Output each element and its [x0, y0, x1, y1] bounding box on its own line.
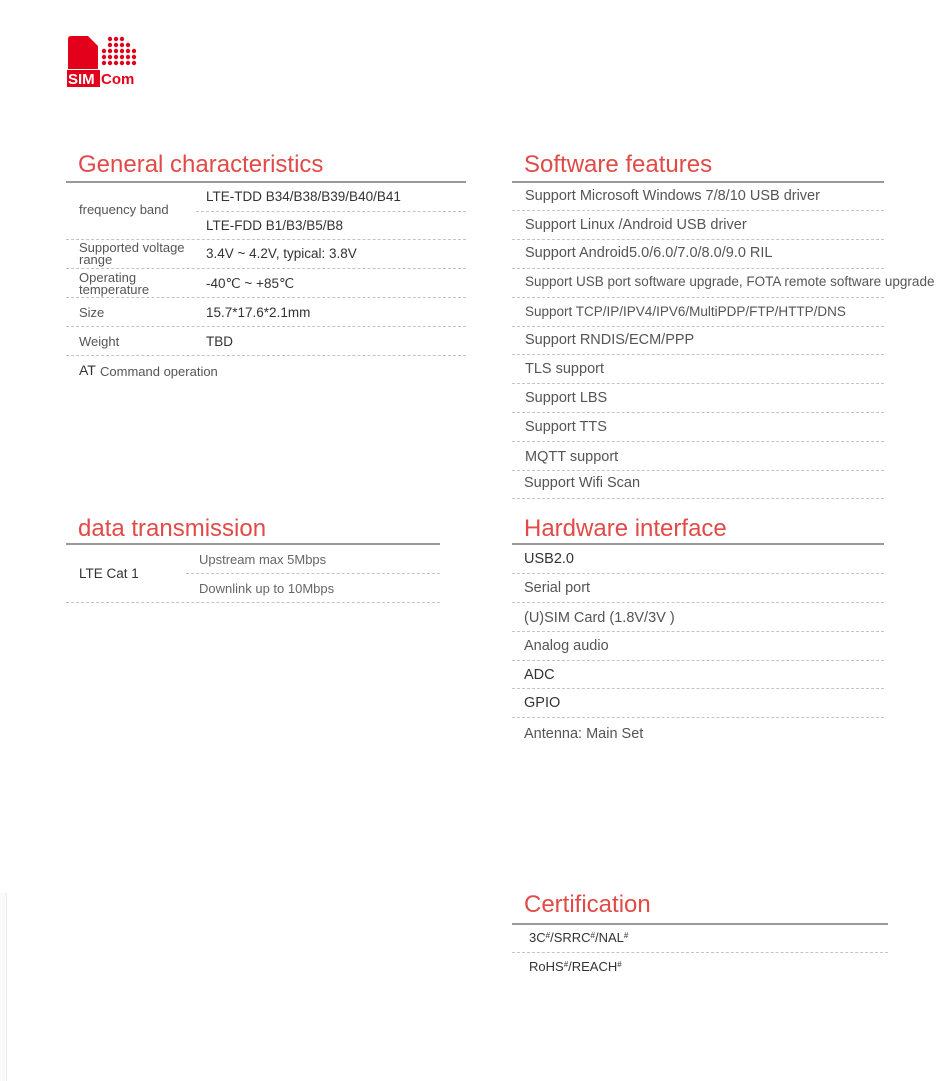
cert-srrc: /SRRC — [550, 930, 591, 945]
data-transmission-rule — [66, 543, 440, 545]
software-title: Software features — [524, 151, 713, 178]
lte-category: LTE Cat 1 — [79, 566, 139, 581]
software-item: Support Microsoft Windows 7/8/10 USB driver — [525, 188, 820, 204]
cert-mark: # — [623, 931, 629, 940]
divider — [512, 498, 884, 499]
divider — [66, 297, 466, 298]
divider — [66, 602, 440, 603]
divider — [66, 326, 466, 327]
voltage-value: 3.4V ~ 4.2V, typical: 3.8V — [206, 246, 357, 261]
software-item: Support LBS — [525, 390, 608, 406]
divider — [512, 326, 884, 327]
divider — [196, 211, 466, 212]
software-item: Support USB port software upgrade, FOTA remote software upgrade — [525, 274, 935, 289]
software-item: Support TCP/IP/IPV4/IPV6/MultiPDP/FTP/HTTP/DNS — [525, 304, 846, 319]
cert-nal: /NAL — [594, 930, 624, 945]
data-transmission-title: data transmission — [78, 515, 267, 542]
hardware-item: ADC — [524, 667, 555, 683]
at-prefix: AT — [79, 362, 96, 378]
temperature-value: -40℃ ~ +85℃ — [206, 276, 295, 291]
certification-line-2 — [529, 959, 622, 974]
general-title: General characteristics — [78, 151, 324, 178]
divider — [512, 268, 884, 269]
freq-tdd-value: LTE-TDD B34/B38/B39/B40/B41 — [206, 189, 401, 204]
cert-3c: 3C — [529, 930, 546, 945]
hardware-item: USB2.0 — [524, 551, 574, 567]
voltage-label: Supported voltage range — [79, 240, 185, 267]
software-item: Support TTS — [525, 419, 607, 435]
general-rule — [66, 181, 466, 183]
certification-title: Certification — [524, 891, 651, 918]
divider — [512, 441, 884, 442]
divider — [512, 573, 884, 574]
divider — [512, 297, 884, 298]
divider — [512, 354, 884, 355]
divider — [512, 631, 884, 632]
hardware-item: (U)SIM Card (1.8V/3V ) — [524, 610, 675, 626]
page-edge — [0, 893, 7, 1081]
hardware-item: GPIO — [524, 695, 561, 711]
divider — [66, 355, 466, 356]
cert-mark: # — [545, 931, 551, 940]
divider — [512, 717, 884, 718]
software-item: TLS support — [525, 361, 604, 377]
divider — [512, 210, 884, 211]
at-command-text: Command operation — [100, 364, 218, 379]
software-item: Support Linux /Android USB driver — [525, 217, 747, 233]
logo-sim-text: SIM — [68, 71, 95, 88]
divider — [186, 573, 440, 574]
freq-label: frequency band — [79, 202, 169, 217]
hardware-item: Antenna: Main Set — [524, 726, 644, 742]
software-item: Support Wifi Scan — [524, 475, 641, 491]
divider — [512, 952, 888, 953]
downlink-value: Downlink up to 10Mbps — [199, 581, 335, 596]
weight-label: Weight — [79, 334, 120, 349]
divider — [512, 383, 884, 384]
hardware-rule — [512, 543, 884, 545]
divider — [512, 470, 884, 471]
divider — [512, 412, 884, 413]
cert-mark: # — [590, 931, 595, 940]
hardware-title: Hardware interface — [524, 515, 727, 542]
software-rule — [512, 181, 884, 183]
software-item: Support RNDIS/ECM/PPP — [525, 332, 695, 348]
certification-rule — [512, 923, 888, 925]
size-label: Size — [79, 305, 105, 320]
divider — [512, 602, 884, 603]
cert-mark: # — [617, 960, 622, 969]
upstream-value: Upstream max 5Mbps — [199, 552, 327, 567]
logo-com-text: Com — [101, 71, 135, 88]
size-value: 15.7*17.6*2.1mm — [206, 305, 311, 320]
certification-line-1 — [529, 930, 628, 945]
temperature-label: Operating temperature — [79, 270, 150, 297]
divider — [512, 660, 884, 661]
software-item: Support Android5.0/6.0/7.0/8.0/9.0 RIL — [525, 245, 773, 261]
cert-mark: # — [563, 960, 569, 969]
hardware-item: Analog audio — [524, 638, 609, 654]
divider — [512, 688, 884, 689]
divider — [512, 239, 884, 240]
divider — [66, 268, 466, 269]
hardware-item: Serial port — [524, 580, 591, 596]
simcom-logo — [66, 35, 146, 90]
cert-reach: /REACH — [568, 959, 618, 974]
freq-fdd-value: LTE-FDD B1/B3/B5/B8 — [206, 218, 344, 233]
software-item: MQTT support — [525, 449, 619, 465]
cert-rohs: RoHS — [529, 959, 564, 974]
weight-value: TBD — [206, 334, 233, 349]
